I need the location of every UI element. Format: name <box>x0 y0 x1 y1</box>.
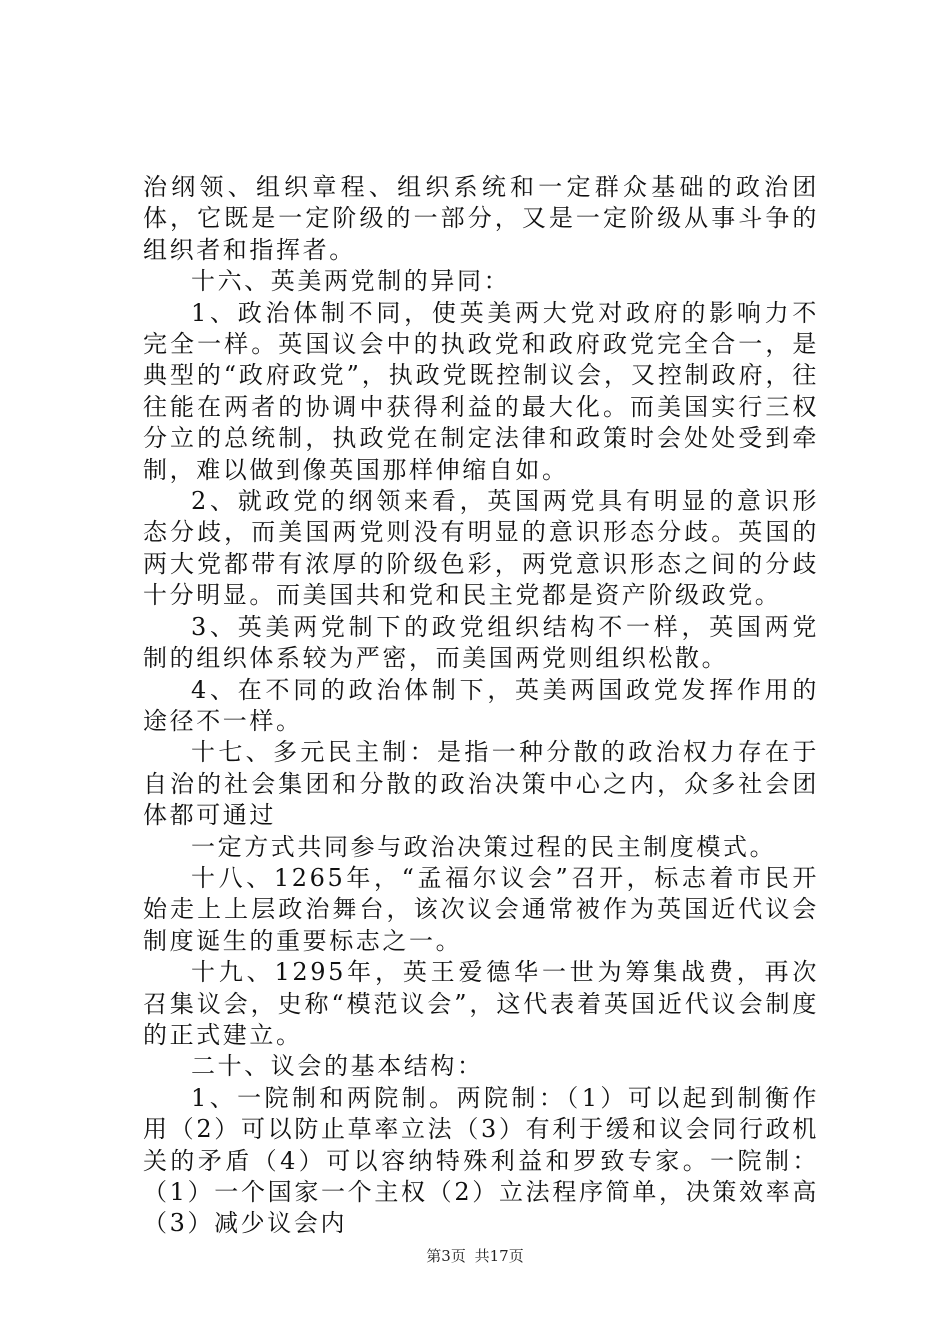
heading-sixteen: 十六、英美两党制的异同： <box>191 267 511 296</box>
paragraph-twenty-point-1: 1、一院制和两院制。两院制：（1）可以起到制衡作用（2）可以防止草率立法（3）有利于缓和议会同行政机关的矛盾（4）可以容纳特殊利益和罗致专家。一院制：（1）一个国家一个主权（2）立法程序简单，决策效率高（3）减少议会内 <box>143 1083 819 1238</box>
page-footer <box>0 1245 950 1266</box>
paragraph-seventeen: 十七、多元民主制：是指一种分散的政治权力存在于自治的社会集团和分散的政治决策中心之内，众多社会团体都可通过 <box>143 738 819 830</box>
paragraph-point-3: 3、英美两党制下的政党组织结构不一样，英国两党制的组织体系较为严密，而美国两党则组织松散。 <box>143 612 819 673</box>
page-total: 共17页 <box>474 1247 524 1265</box>
paragraph-eighteen: 十八、1265年，“孟福尔议会”召开，标志着市民开始走上上层政治舞台，该次议会通常被作为英国近代议会制度诞生的重要标志之一。 <box>143 863 819 955</box>
paragraph-point-1: 1、政治体制不同，使英美两大党对政府的影响力不完全一样。英国议会中的执政党和政府政党完全合一，是典型的“政府政党”，执政党既控制议会，又控制政府，往往能在两者的协调中获得利益的最大化。而美国实行三权分立的总统制，执政党在制定法律和政策时会处处受到牵制，难以做到像英国那样伸缩自如。 <box>143 298 819 484</box>
page-number: 第3页 <box>426 1247 466 1265</box>
paragraph-point-2: 2、就政党的纲领来看，英国两党具有明显的意识形态分歧，而美国两党则没有明显的意识形态分歧。英国的两大党都带有浓厚的阶级色彩，两党意识形态之间的分歧十分明显。而美国共和党和民主党都是资产阶级政党。 <box>143 487 819 610</box>
paragraph-continuation: 治纲领、组织章程、组织系统和一定群众基础的政治团体，它既是一定阶级的一部分，又是一定阶级从事斗争的组织者和指挥者。 <box>143 173 819 264</box>
document-body <box>143 172 819 1240</box>
paragraph-nineteen: 十九、1295年，英王爱德华一世为筹集战费，再次召集议会，史称“模范议会”，这代表着英国近代议会制度的正式建立。 <box>143 958 819 1049</box>
paragraph-seventeen-cont: 一定方式共同参与政治决策过程的民主制度模式。 <box>191 832 777 861</box>
heading-twenty: 二十、议会的基本结构： <box>191 1052 484 1081</box>
paragraph-point-4: 4、在不同的政治体制下，英美两国政党发挥作用的途径不一样。 <box>143 675 819 735</box>
